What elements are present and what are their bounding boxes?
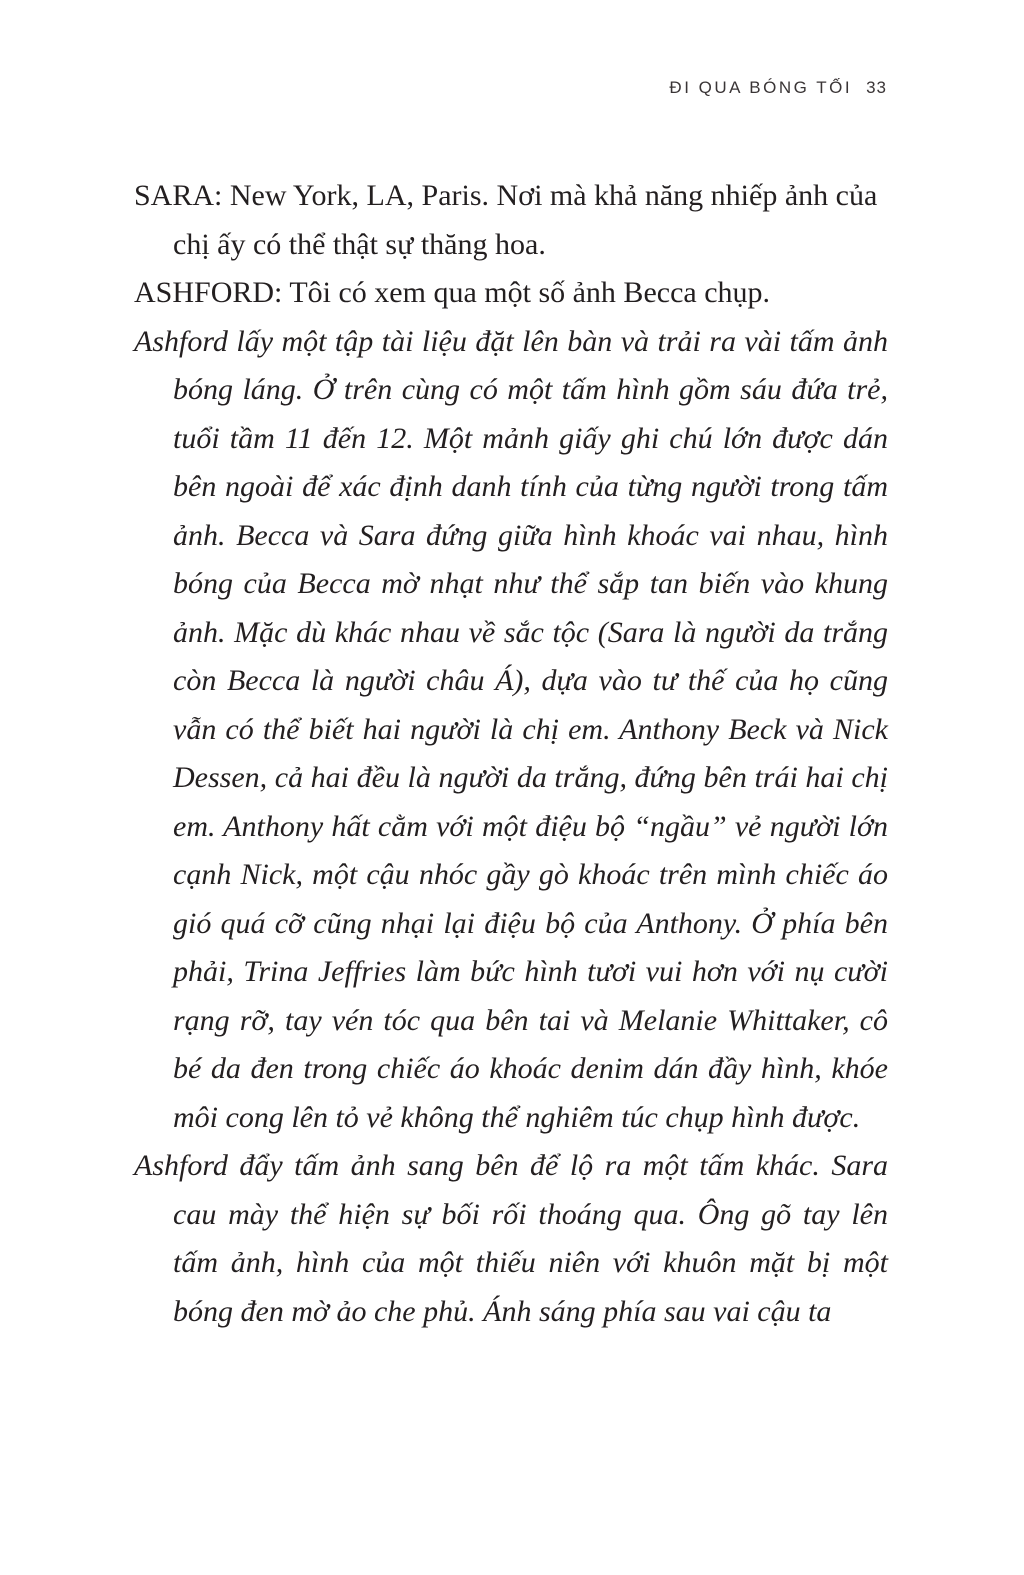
- page-body: [134, 172, 888, 1336]
- dialogue-ashford: ASHFORD: Tôi có xem qua một số ảnh Becca chụp.: [134, 276, 771, 309]
- dialogue-sara: SARA: New York, LA, Paris. Nơi mà khả năng nhiếp ảnh của chị ấy có thể thật sự thăng hoa.: [134, 179, 878, 261]
- stage-direction-second-photo: Ashford đẩy tấm ảnh sang bên để lộ ra một tấm khác. Sara cau mày thể hiện sự bối rối thoáng qua. Ông gõ tay lên tấm ảnh, hình của một thiếu niên với khuôn mặt bị một bóng đen mờ ảo che phủ. Ánh sáng phía sau vai cậu ta: [134, 1149, 888, 1328]
- book-title: ĐI QUA BÓNG TỐI: [669, 78, 853, 97]
- running-header: [669, 78, 887, 98]
- stage-direction-photo-description: Ashford lấy một tập tài liệu đặt lên bàn và trải ra vài tấm ảnh bóng láng. Ở trên cùng có một tấm hình gồm sáu đứa trẻ, tuổi tầm 11 đến 12. Một mảnh giấy ghi chú lớn được dán bên ngoài để xác định danh tính của từng người trong tấm ảnh. Becca và Sara đứng giữa hình khoác vai nhau, hình bóng của Becca mờ nhạt như thể sắp tan biến vào khung ảnh. Mặc dù khác nhau về sắc tộc (Sara là người da trắng còn Becca là người châu Á), dựa vào tư thế của họ cũng vẫn có thể biết hai người là chị em. Anthony Beck và Nick Dessen, cả hai đều là người da trắng, đứng bên trái hai chị em. Anthony hất cằm với một điệu bộ “ngầu” vẻ người lớn cạnh Nick, một cậu nhóc gầy gò khoác trên mình chiếc áo gió quá cỡ cũng nhại lại điệu bộ của Anthony. Ở phía bên phải, Trina Jeffries làm bức hình tươi vui hơn với nụ cười rạng rỡ, tay vén tóc qua bên tai và Melanie Whittaker, cô bé da đen trong chiếc áo khoác denim dán đầy hình, khóe môi cong lên tỏ vẻ không thể nghiêm túc chụp hình được.: [134, 324, 888, 1134]
- page-number: 33: [866, 78, 887, 97]
